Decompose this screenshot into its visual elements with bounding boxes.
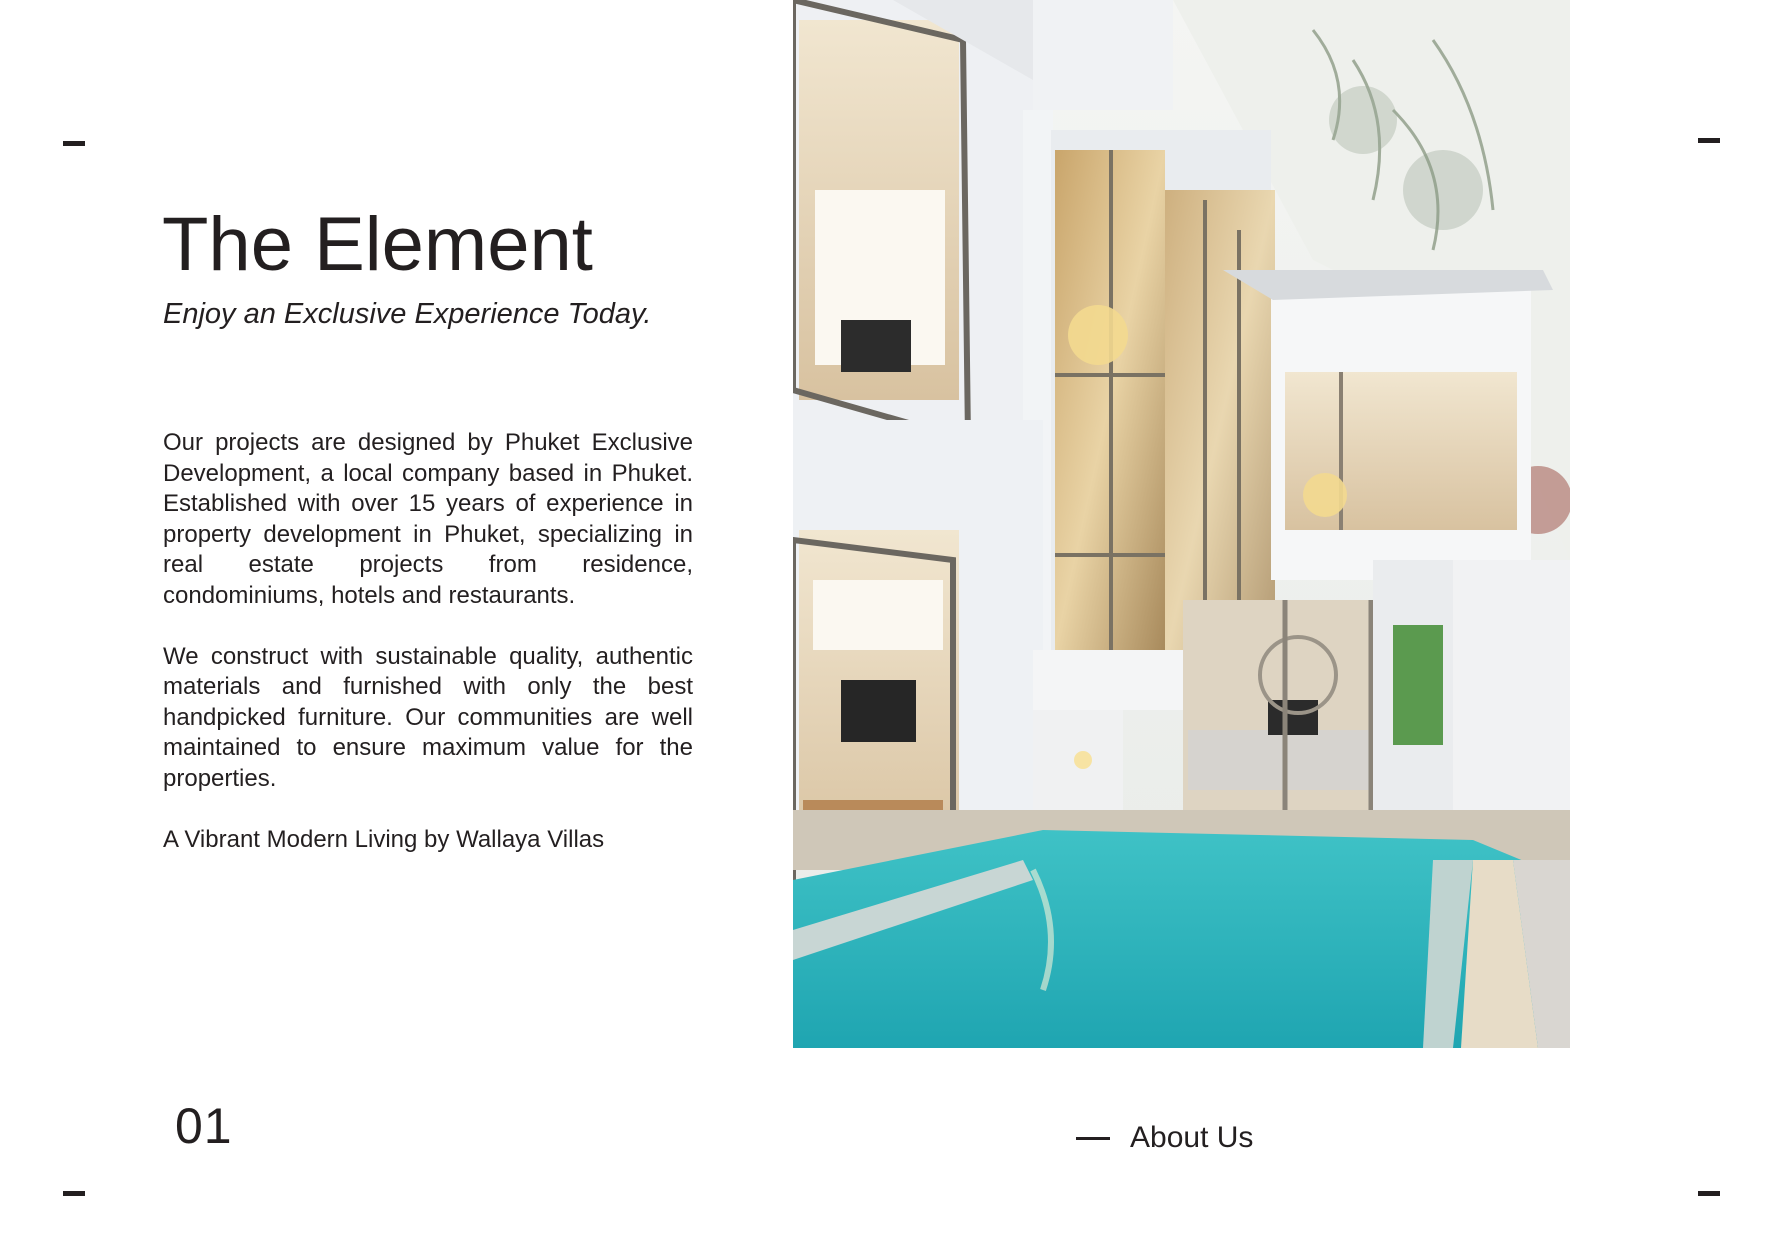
section-dash: [1076, 1137, 1110, 1140]
page-number: 01: [175, 1098, 233, 1154]
tagline: A Vibrant Modern Living by Wallaya Villas: [163, 825, 605, 853]
body-text: [163, 428, 693, 886]
villa-photo: [793, 0, 1570, 1048]
corner-mark-bottom-left: [63, 1191, 85, 1196]
corner-mark-bottom-right: [1698, 1191, 1720, 1196]
corner-mark-top-left: [63, 141, 85, 146]
section-label: [1076, 1118, 1253, 1158]
quality-paragraph: We construct with sustainable quality, authentic materials and furnished with only the best handpicked furniture. Our communities are well maintained to ensure maximum value for the properties.: [163, 642, 693, 792]
page-title: The Element: [162, 202, 593, 287]
page-subtitle: Enjoy an Exclusive Experience Today.: [163, 298, 652, 330]
intro-paragraph: Our projects are designed by Phuket Exclusive Development, a local company based in Phuket. Established with over 15 years of experience in property development in Phuket, specializing in real estate projects from residence, condominiums, hotels and restaurants.: [163, 429, 693, 609]
corner-mark-top-right: [1698, 138, 1720, 143]
section-label-text: About Us: [1130, 1121, 1254, 1154]
